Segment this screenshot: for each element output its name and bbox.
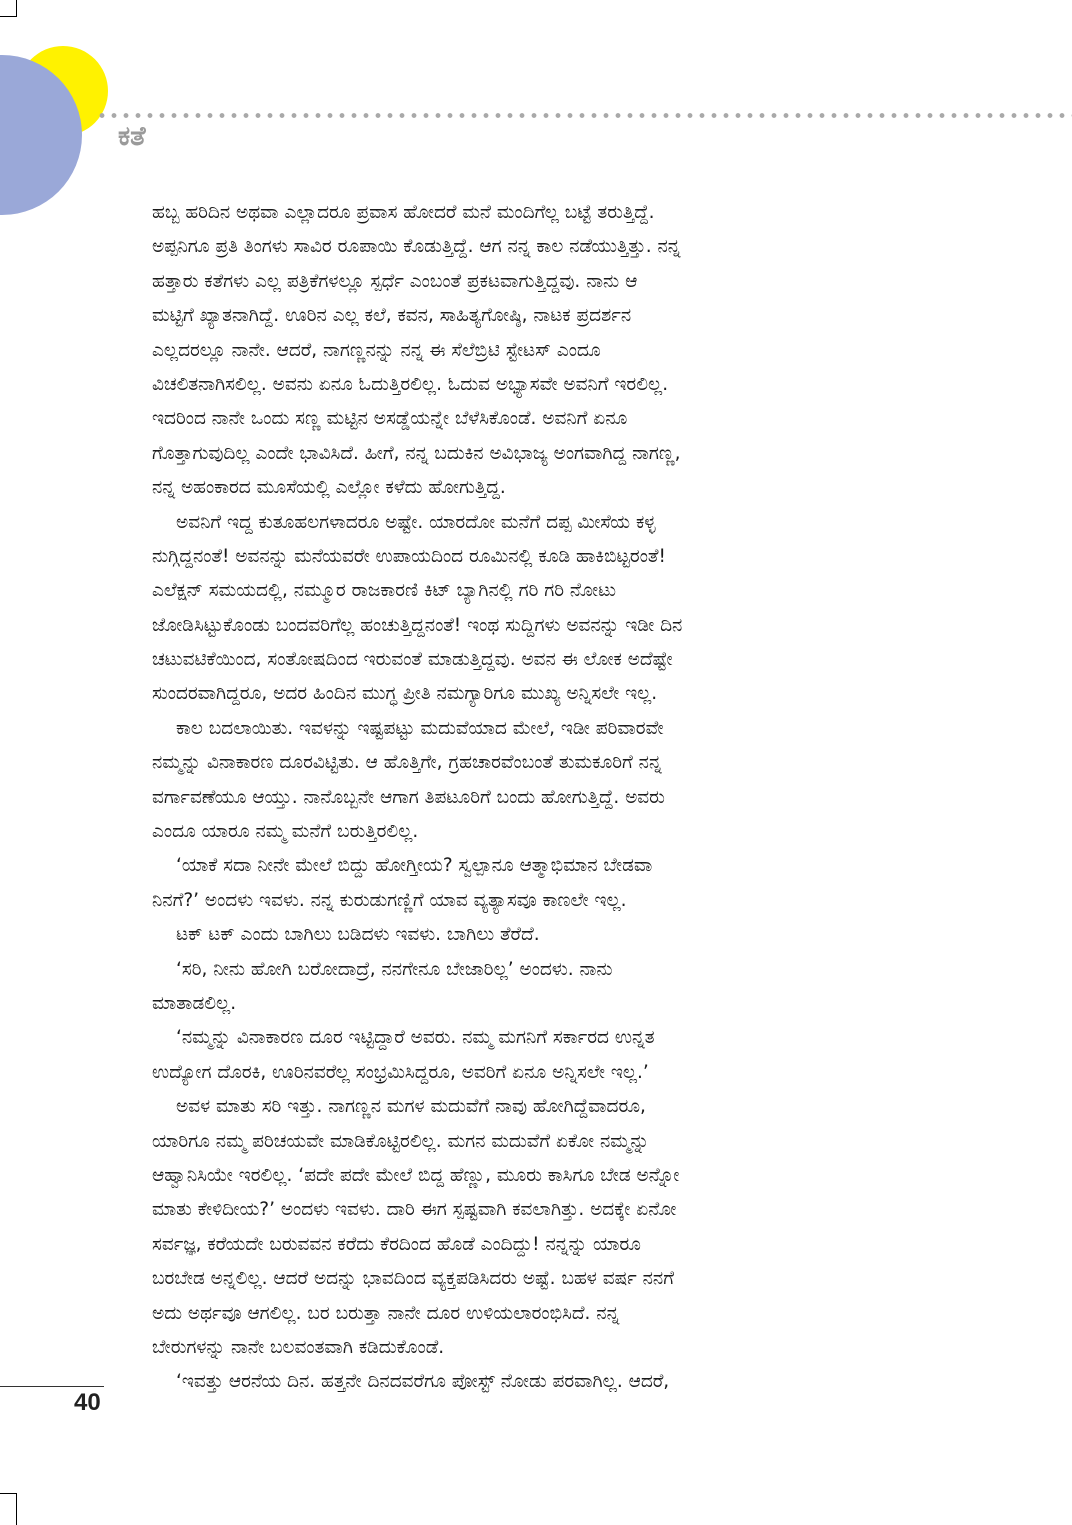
text-line: ವಿಚಲಿತನಾಗಿಸಲಿಲ್ಲ. ಅವನು ಏನೂ ಓದುತ್ತಿರಲಿಲ್ಲ. ಓದುವ ಅಭ್ಯಾಸವೇ ಅವನಿಗೆ ಇರಲಿಲ್ಲ. — [152, 373, 669, 395]
text-line: ‘ನಮ್ಮನ್ನು ವಿನಾಕಾರಣ ದೂರ ಇಟ್ಟಿದ್ದಾರೆ ಅವರು. ನಮ್ಮ ಮಗನಿಗೆ ಸರ್ಕಾರದ ಉನ್ನತ — [176, 1027, 655, 1049]
text-line: ಎಲ್ಲದರಲ್ಲೂ ನಾನೇ. ಆದರೆ, ನಾಗಣ್ಣನನ್ನು ನನ್ನ ಈ ಸೆಲೆಬ್ರಿಟಿ ಸ್ಟೇಟಸ್ ಎಂದೂ — [152, 339, 601, 361]
dotted-header-rule — [96, 112, 1072, 119]
text-line: ನಿನಗೆ?’ ಅಂದಳು ಇವಳು. ನನ್ನ ಕುರುಡುಗಣ್ಣಿಗೆ ಯಾವ ವ್ಯತ್ಯಾಸವೂ ಕಾಣಲೇ ಇಲ್ಲ. — [152, 889, 627, 911]
text-line: ನಮ್ಮನ್ನು ವಿನಾಕಾರಣ ದೂರವಿಟ್ಟಿತು. ಆ ಹೊತ್ತಿಗೇ, ಗ್ರಹಚಾರವೆಂಬಂತೆ ತುಮಕೂರಿಗೆ ನನ್ನ — [152, 752, 662, 774]
footer-rule — [0, 1386, 104, 1387]
text-line: ಮಾತಾಡಲಿಲ್ಲ. — [152, 992, 237, 1014]
text-line: ಎಂದೂ ಯಾರೂ ನಮ್ಮ ಮನೆಗೆ ಬರುತ್ತಿರಲಿಲ್ಲ. — [152, 821, 419, 843]
text-line: ಮಾತು ಕೇಳಿದೀಯ?’ ಅಂದಳು ಇವಳು. ದಾರಿ ಈಗ ಸ್ಪಷ್ಟವಾಗಿ ಕವಲಾಗಿತ್ತು. ಅದಕ್ಕೇ ಏನೋ — [152, 1199, 677, 1221]
text-line: ಯಾರಿಗೂ ನಮ್ಮ ಪರಿಚಯವೇ ಮಾಡಿಕೊಟ್ಟಿರಲಿಲ್ಲ. ಮಗನ ಮದುವೆಗೆ ಏಕೋ ನಮ್ಮನ್ನು — [152, 1130, 650, 1152]
text-line: ವರ್ಗಾವಣೆಯೂ ಆಯ್ತು. ನಾನೊಬ್ಬನೇ ಆಗಾಗ ತಿಪಟೂರಿಗೆ ಬಂದು ಹೋಗುತ್ತಿದ್ದೆ. ಅವರು — [152, 786, 665, 808]
text-line: ಕಾಲ ಬದಲಾಯಿತು. ಇವಳನ್ನು ಇಷ್ಟಪಟ್ಟು ಮದುವೆಯಾದ ಮೇಲೆ, ಇಡೀ ಪರಿವಾರವೇ — [176, 717, 664, 739]
crop-mark-bottom-left-horizontal — [0, 1493, 17, 1494]
text-line: ಎಲೆಕ್ಷನ್ ಸಮಯದಲ್ಲಿ, ನಮ್ಮೂರ ರಾಜಕಾರಣಿ ಕಿಟ್ ಬ್ಯಾಗಿನಲ್ಲಿ ಗರಿ ಗರಿ ನೋಟು — [152, 580, 617, 602]
text-line: ಟಕ್ ಟಕ್ ಎಂದು ಬಾಗಿಲು ಬಡಿದಳು ಇವಳು. ಬಾಗಿಲು ತೆರೆದೆ. — [176, 924, 540, 946]
text-line: ಅವನಿಗೆ ಇದ್ದ ಕುತೂಹಲಗಳಾದರೂ ಅಷ್ಟೇ. ಯಾರದೋ ಮನೆಗೆ ದಪ್ಪ ಮೀಸೆಯ ಕಳ್ಳ — [176, 511, 656, 533]
text-line: ‘ಯಾಕೆ ಸದಾ ನೀನೇ ಮೇಲೆ ಬಿದ್ದು ಹೋಗ್ತೀಯ? ಸ್ವಲ್ಪಾನೂ ಆತ್ಮಾಭಿಮಾನ ಬೇಡವಾ — [176, 855, 653, 877]
crop-mark-bottom-left-vertical — [16, 1493, 17, 1525]
crop-mark-top-left-horizontal — [0, 16, 17, 17]
text-line: ನುಗ್ಗಿದ್ದನಂತೆ! ಅವನನ್ನು ಮನೆಯವರೇ ಉಪಾಯದಿಂದ ರೂಮಿನಲ್ಲಿ ಕೂಡಿ ಹಾಕಿಬಿಟ್ಟರಂತೆ! — [152, 545, 666, 567]
text-line: ಸರ್ವಜ್ಞ, ಕರೆಯದೇ ಬರುವವನ ಕರೆದು ಕೆರದಿಂದ ಹೊಡೆ ಎಂದಿದ್ದು! ನನ್ನನ್ನು ಯಾರೂ — [152, 1233, 641, 1255]
section-title: ಕತೆ — [118, 121, 146, 152]
text-line: ಉದ್ಯೋಗ ದೊರಕಿ, ಊರಿನವರೆಲ್ಲ ಸಂಭ್ರಮಿಸಿದ್ದರೂ, ಅವರಿಗೆ ಏನೂ ಅನ್ನಿಸಲೇ ಇಲ್ಲ.’ — [152, 1061, 649, 1083]
text-line: ಅವಳ ಮಾತು ಸರಿ ಇತ್ತು. ನಾಗಣ್ಣನ ಮಗಳ ಮದುವೆಗೆ ನಾವು ಹೋಗಿದ್ದೆವಾದರೂ, — [176, 1096, 646, 1118]
text-line: ಹಬ್ಬ ಹರಿದಿನ ಅಥವಾ ಎಲ್ಲಾದರೂ ಪ್ರವಾಸ ಹೋದರೆ ಮನೆ ಮಂದಿಗೆಲ್ಲ ಬಟ್ಟೆ ತರುತ್ತಿದ್ದೆ. — [152, 202, 655, 223]
story-text — [152, 196, 912, 1400]
text-line: ‘ಸರಿ, ನೀನು ಹೋಗಿ ಬರೋದಾದ್ರೆ, ನನಗೇನೂ ಬೇಜಾರಿಲ್ಲ’ ಅಂದಳು. ನಾನು — [176, 958, 613, 980]
text-line: ಅಪ್ಪನಿಗೂ ಪ್ರತಿ ತಿಂಗಳು ಸಾವಿರ ರೂಪಾಯಿ ಕೊಡುತ್ತಿದ್ದೆ. ಆಗ ನನ್ನ ಕಾಲ ನಡೆಯುತ್ತಿತ್ತು. ನನ್ನ — [152, 236, 681, 258]
text-line: ಮಟ್ಟಿಗೆ ಖ್ಯಾತನಾಗಿದ್ದೆ. ಊರಿನ ಎಲ್ಲ ಕಲೆ, ಕವನ, ಸಾಹಿತ್ಯಗೋಷ್ಠಿ, ನಾಟಕ ಪ್ರದರ್ಶನ — [152, 305, 632, 327]
text-line: ಜೋಡಿಸಿಟ್ಟುಕೊಂಡು ಬಂದವರಿಗೆಲ್ಲ ಹಂಚುತ್ತಿದ್ದನಂತೆ! ಇಂಥ ಸುದ್ದಿಗಳು ಅವನನ್ನು ಇಡೀ ದಿನ — [152, 614, 683, 636]
text-line: ಇದರಿಂದ ನಾನೇ ಒಂದು ಸಣ್ಣ ಮಟ್ಟಿನ ಅಸಡ್ಡೆಯನ್ನೇ ಬೆಳೆಸಿಕೊಂಡೆ. ಅವನಿಗೆ ಏನೂ — [152, 408, 628, 430]
text-line: ಚಟುವಟಿಕೆಯಿಂದ, ಸಂತೋಷದಿಂದ ಇರುವಂತೆ ಮಾಡುತ್ತಿದ್ದವು. ಅವನ ಈ ಲೋಕ ಅದೆಷ್ಟೇ — [152, 649, 673, 671]
page-number: 40 — [74, 1389, 101, 1416]
crop-mark-top-left-vertical — [16, 0, 17, 16]
text-line: ‘ಇವತ್ತು ಆರನೆಯ ದಿನ. ಹತ್ತನೇ ದಿನದವರೆಗೂ ಪೋಸ್ಟ್ ನೋಡು ಪರವಾಗಿಲ್ಲ. ಆದರೆ, — [176, 1371, 670, 1393]
text-line: ಗೊತ್ತಾಗುವುದಿಲ್ಲ ಎಂದೇ ಭಾವಿಸಿದೆ. ಹೀಗೆ, ನನ್ನ ಬದುಕಿನ ಅವಿಭಾಜ್ಯ ಅಂಗವಾಗಿದ್ದ ನಾಗಣ್ಣ, — [152, 442, 681, 464]
text-line: ಆಹ್ವಾನಿಸಿಯೇ ಇರಲಿಲ್ಲ. ‘ಪದೇ ಪದೇ ಮೇಲೆ ಬಿದ್ದ ಹೆಣ್ಣು, ಮೂರು ಕಾಸಿಗೂ ಬೇಡ ಅನ್ನೋ — [152, 1164, 680, 1186]
text-line: ಬೇರುಗಳನ್ನು ನಾನೇ ಬಲವಂತವಾಗಿ ಕಡಿದುಕೊಂಡೆ. — [152, 1336, 445, 1358]
text-line: ಸುಂದರವಾಗಿದ್ದರೂ, ಅದರ ಹಿಂದಿನ ಮುಗ್ಧ ಪ್ರೀತಿ ನಮಗ್ಯಾರಿಗೂ ಮುಖ್ಯ ಅನ್ನಿಸಲೇ ಇಲ್ಲ. — [152, 683, 658, 705]
text-line: ಬರಬೇಡ ಅನ್ನಲಿಲ್ಲ. ಆದರೆ ಅದನ್ನು ಭಾವದಿಂದ ವ್ಯಕ್ತಪಡಿಸಿದರು ಅಷ್ಟೆ. ಬಹಳ ವರ್ಷ ನನಗೆ — [152, 1268, 674, 1290]
text-line: ನನ್ನ ಅಹಂಕಾರದ ಮೂಸೆಯಲ್ಲಿ ಎಲ್ಲೋ ಕಳೆದು ಹೋಗುತ್ತಿದ್ದ. — [152, 477, 506, 499]
text-line: ಹತ್ತಾರು ಕತೆಗಳು ಎಲ್ಲ ಪತ್ರಿಕೆಗಳಲ್ಲೂ ಸ್ಪರ್ಧೆ ಎಂಬಂತೆ ಪ್ರಕಟವಾಗುತ್ತಿದ್ದವು. ನಾನು ಆ — [152, 270, 638, 292]
text-line: ಅದು ಅರ್ಥವೂ ಆಗಲಿಲ್ಲ. ಬರ ಬರುತ್ತಾ ನಾನೇ ದೂರ ಉಳಿಯಲಾರಂಭಿಸಿದೆ. ನನ್ನ — [152, 1302, 620, 1324]
